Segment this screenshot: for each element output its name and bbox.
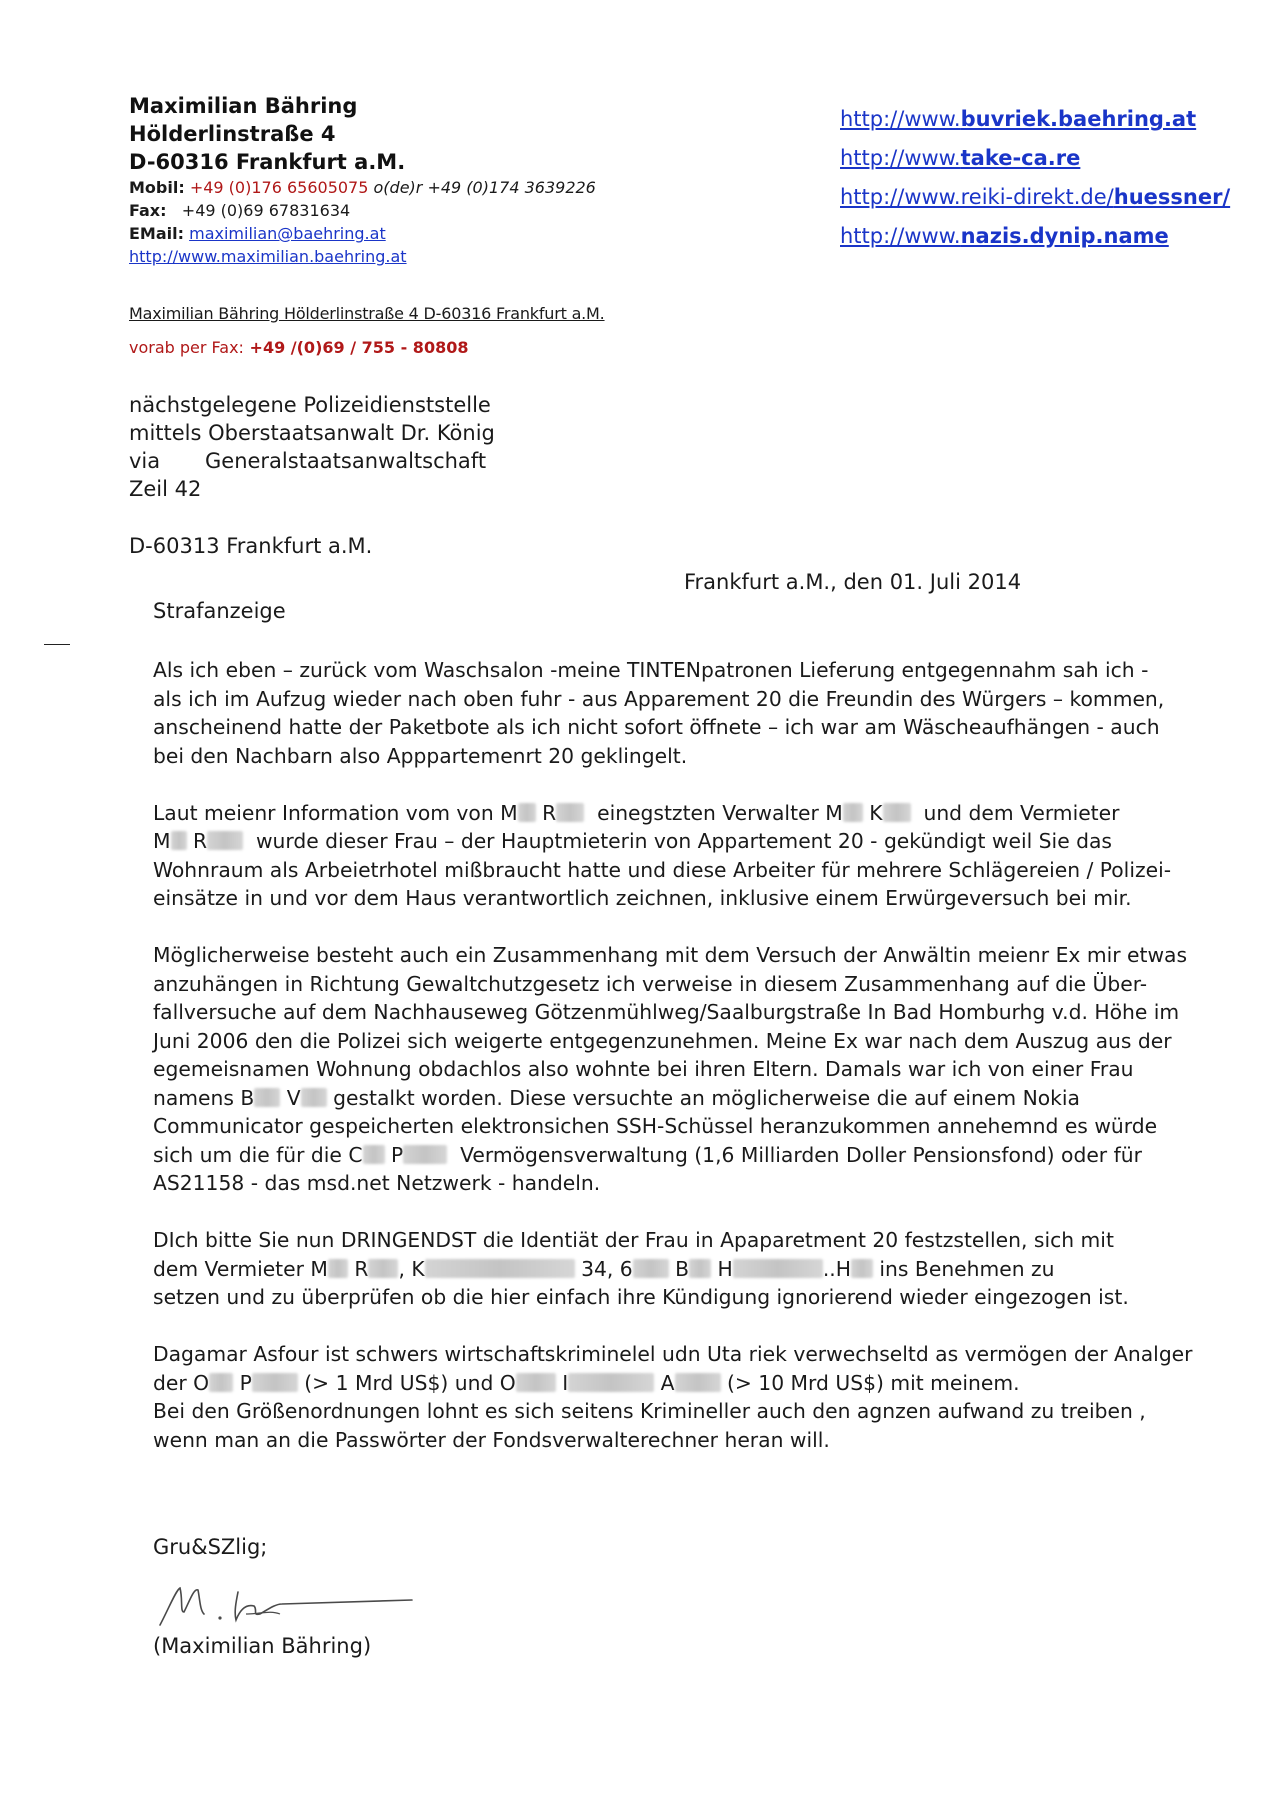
paragraph-3: Möglicherweise besteht auch ein Zusammenhang mit dem Versuch der Anwältin meienr Ex mir etwas anzuhängen in Richtung Gewaltchutzgesetz ich verweise in diesem Zusammenhang auf die Über- fallversuche auf dem Nachhauseweg Götzenmühlweg/Saalburgstraße In Bad Homburhg v.d. Höhe im Juni 2006 den die Polizei sich weigerte entgegenzunehmen. Meine Ex war nach dem Auszug aus der egemeisnamen Wohnung obdachlos also wohnte bei ihren Eltern. Damals war ich von einer Frau namens B V gestalkt worden. Diese versuchte an möglicherweise die auf einem Nokia Communicator gespeicherten elektronsichen SSH-Schüssel heranzukommen annehemnd es würde sich um die für die C P Vermögensverwaltung (1,6 Milliarden Doller Pensionsfond) oder für AS21158 - das msd.net Netzwerk - handeln. xyxy=(153,943,1188,1195)
redaction xyxy=(425,1259,575,1278)
recipient-line-1: nächstgelegene Polizeidienststelle xyxy=(129,393,491,417)
paragraph-1: Als ich eben – zurück vom Waschsalon -meine TINTENpatronen Lieferung entgegennahm sah ich - als ich im Aufzug wieder nach oben fuhr - aus Apparement 20 die Freundin des Würgers – kommen, anscheinend hatte der Paketbote als ich nicht sofort öffnete – ich war am Wäscheaufhängen - auch bei den Nachbarn also Apppartemenrt 20 geklingelt. xyxy=(153,658,1165,768)
redaction xyxy=(883,803,911,822)
mobile-number-1: +49 (0)176 65605075 xyxy=(189,178,369,197)
sender-website xyxy=(129,245,596,268)
email-label: EMail: xyxy=(129,224,185,243)
redaction xyxy=(403,1145,447,1164)
recipient-line-3: via Generalstaatsanwaltschaft xyxy=(129,449,487,473)
paragraph-4: DIch bitte Sie nun DRINGENDST die Identiät der Frau in Apaparetment 20 festzstellen, sich mit dem Vermieter M R , K 34, 6 B H ..H ins Benehmen zu setzen und zu überprüfen ob die hier einfach ihre Kündigung ignorierend wieder eingezogen ist. xyxy=(153,1228,1129,1309)
redaction xyxy=(518,803,536,822)
fold-mark xyxy=(44,644,70,645)
redaction xyxy=(851,1259,873,1278)
sender-name: Maximilian Bähring xyxy=(129,94,358,118)
handwritten-signature xyxy=(150,1570,420,1640)
sender-street: Hölderlinstraße 4 xyxy=(129,122,336,146)
letter-subject: Strafanzeige xyxy=(153,599,286,623)
mobile-number-2: +49 (0)174 3639226 xyxy=(427,178,596,197)
fax-label: Fax: xyxy=(129,201,167,220)
fax-notice-number: +49 /(0)69 / 755 - 80808 xyxy=(249,338,469,357)
fax-number: +49 (0)69 67831634 xyxy=(181,201,351,220)
weblink-reiki[interactable]: http://www.reiki-direkt.de/huessner/ xyxy=(840,185,1231,209)
weblink-buvriek[interactable]: http://www.buvriek.baehring.at xyxy=(840,107,1197,131)
recipient-line-4: Zeil 42 xyxy=(129,477,202,501)
recipient-line-2: mittels Oberstaatsanwalt Dr. König xyxy=(129,421,495,445)
fax-notice xyxy=(129,338,468,357)
email-link[interactable]: maximilian@baehring.at xyxy=(189,224,386,243)
redaction xyxy=(171,831,187,850)
weblink-take-care[interactable]: http://www.take-ca.re xyxy=(840,146,1081,170)
sender-fax xyxy=(129,199,596,222)
sender-city: D-60316 Frankfurt a.M. xyxy=(129,150,406,174)
redaction xyxy=(207,831,243,850)
sender-mobile xyxy=(129,176,596,199)
redaction xyxy=(843,803,863,822)
letter-body xyxy=(153,656,1193,1483)
fax-notice-label: vorab per Fax: xyxy=(129,338,244,357)
closing: Gru&SZlig; xyxy=(153,1535,268,1559)
redaction xyxy=(689,1259,711,1278)
return-address: Maximilian Bähring Hölderlinstraße 4 D-60316 Frankfurt a.M. xyxy=(129,304,605,323)
redaction xyxy=(516,1373,556,1392)
sender-email xyxy=(129,222,596,245)
redaction xyxy=(363,1145,385,1164)
mobile-or: o(de)r xyxy=(373,178,423,197)
redaction xyxy=(568,1373,654,1392)
redaction xyxy=(675,1373,721,1392)
recipient-block xyxy=(129,391,495,503)
redaction xyxy=(733,1259,823,1278)
weblink-nazis[interactable]: http://www.nazis.dynip.name xyxy=(840,224,1169,248)
redaction xyxy=(368,1259,398,1278)
redaction xyxy=(252,1373,298,1392)
signature-name: (Maximilian Bähring) xyxy=(153,1634,372,1658)
paragraph-2: Laut meienr Information vom von M R einegstzten Verwalter M K und dem Vermieter M R wurde dieser Frau – der Hauptmieterin von Appartement 20 - gekündigt weil Sie das Wohnraum als Arbeietrhotel mißbraucht hatte und diese Arbeiter für mehrere Schlägereien / Polizei- einsätze in und vor dem Haus verantwortlich zeichnen, inklusive einem Erwürgeversuch bei mir. xyxy=(153,800,1172,910)
redaction xyxy=(254,1088,280,1107)
redaction xyxy=(633,1259,669,1278)
letter-date: Frankfurt a.M., den 01. Juli 2014 xyxy=(684,570,1022,594)
redaction xyxy=(209,1373,233,1392)
redaction xyxy=(301,1088,327,1107)
recipient-city: D-60313 Frankfurt a.M. xyxy=(129,534,373,558)
sender-block xyxy=(129,92,596,268)
paragraph-5: Dagamar Asfour ist schwers wirtschaftskriminelel udn Uta riek verwechseltd as vermögen der Analger der O P (> 1 Mrd US$) und O I A (> 10 Mrd US$) mit meinem. Bei den Größenordnungen lohnt es sich seitens Krimineller auch den agnzen aufwand zu treiben , wenn man an die Passwörter der Fondsverwalterechner heran will. xyxy=(153,1342,1193,1452)
mobile-label: Mobil: xyxy=(129,178,185,197)
redaction xyxy=(556,803,584,822)
weblinks xyxy=(840,100,1230,256)
redaction xyxy=(328,1259,348,1278)
website-link[interactable]: http://www.maximilian.baehring.at xyxy=(129,247,407,266)
